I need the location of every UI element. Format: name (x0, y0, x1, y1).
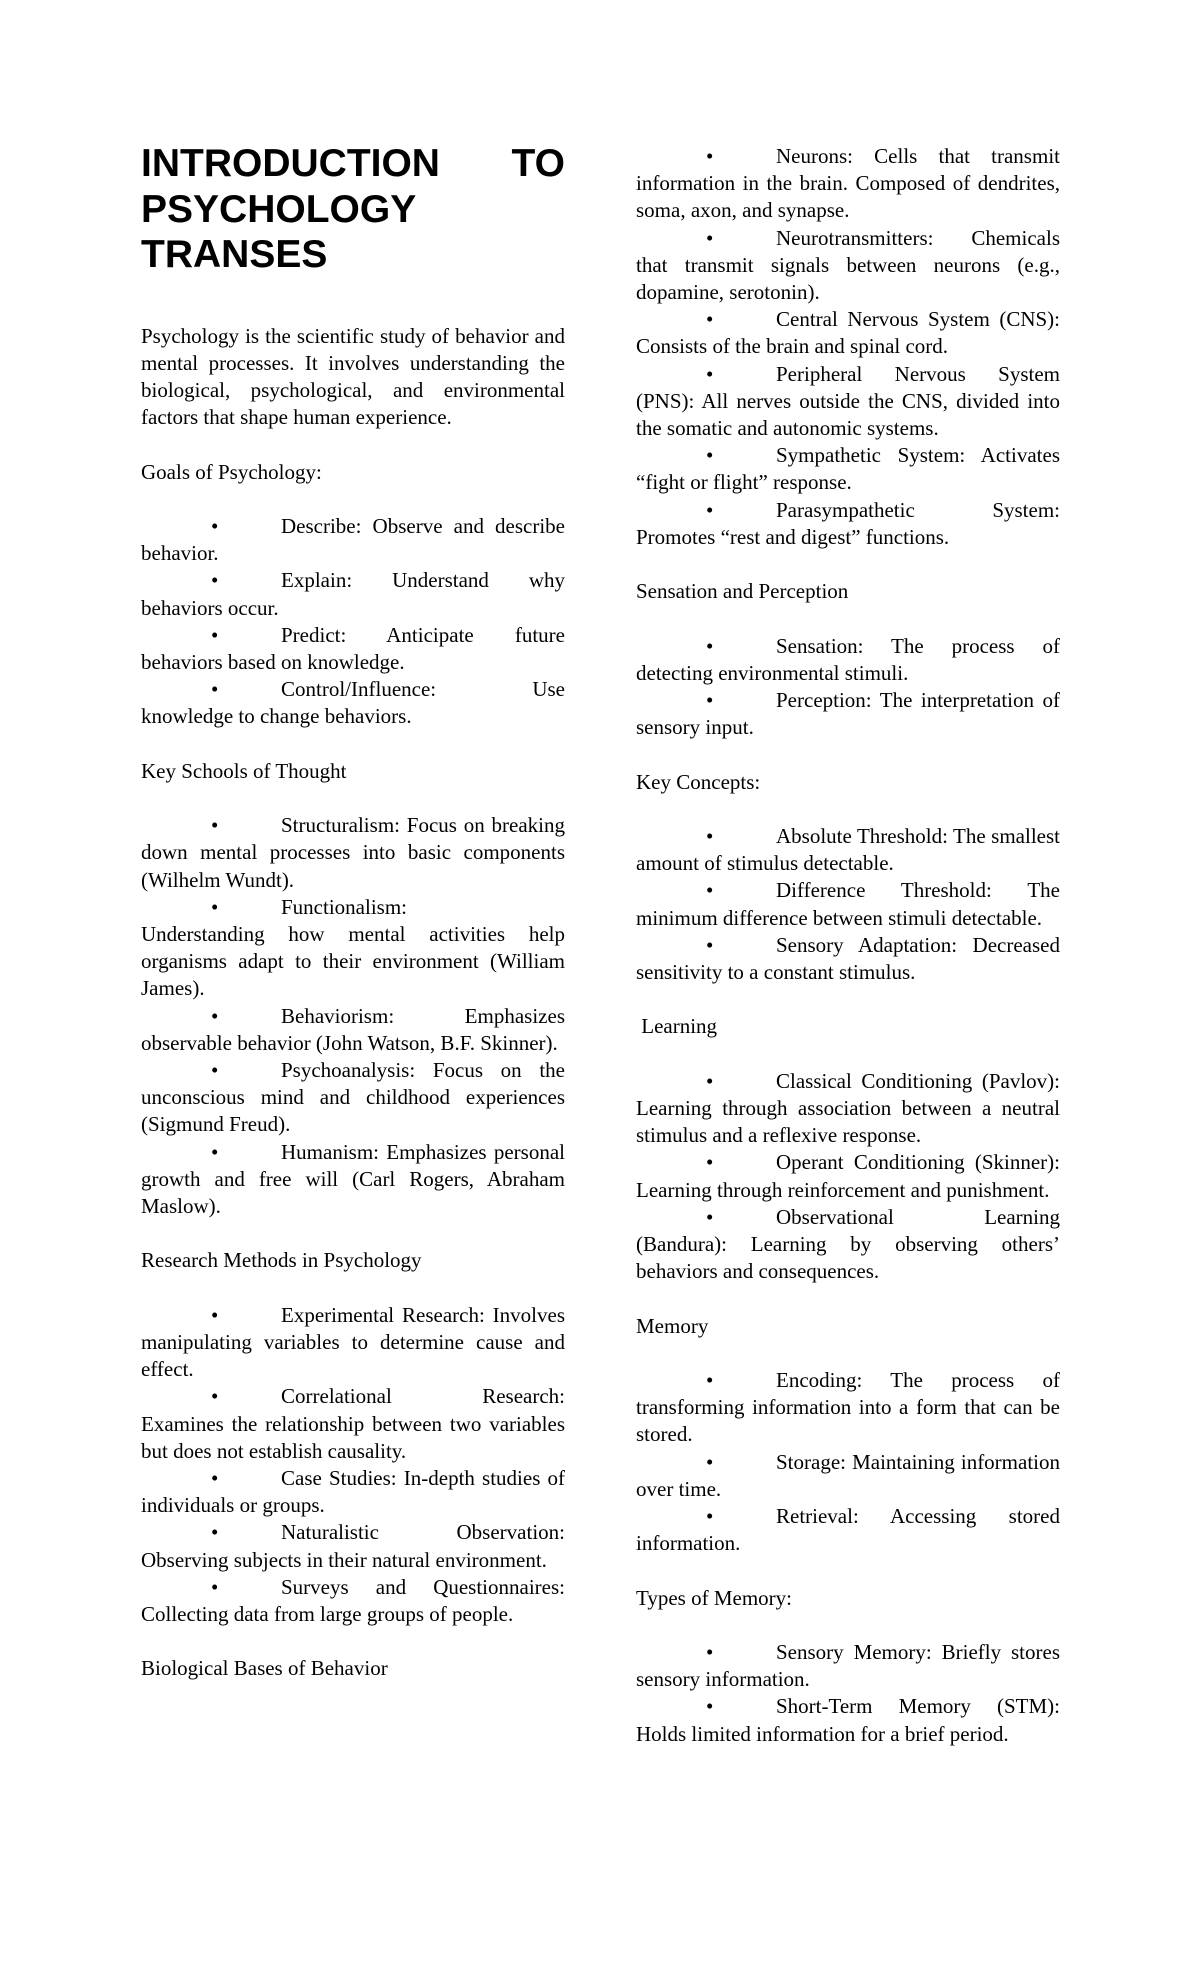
bullet-item (636, 1639, 1060, 1693)
bullet-text: Peripheral Nervous System (PNS): All nerves outside the CNS, divided into the somatic and autonomic systems. (636, 361, 1060, 441)
bullet-text: Surveys and Questionnaires: Collecting data from large groups of people. (141, 1574, 565, 1626)
bullet-item (141, 812, 565, 894)
bullet-item (141, 1519, 565, 1573)
bullet-item (636, 1693, 1060, 1747)
bullet-item (141, 567, 565, 621)
bullet-text: Sympathetic System: Activates “fight or flight” response. (636, 443, 1060, 495)
bullet-item (141, 1574, 565, 1628)
left-column (141, 141, 565, 1710)
bullet-icon: • (706, 878, 714, 903)
bullet-icon: • (706, 144, 714, 168)
bullet-icon: • (211, 1302, 219, 1327)
bullet-text: Encoding: The process of transforming information into a form that can be stored. (636, 1368, 1060, 1447)
bullet-text: Correlational Research: Examines the relationship between two variables but does not establish causality. (141, 1384, 565, 1463)
section-heading: Key Concepts: (636, 769, 761, 794)
document-title: INTRODUCTION TO PSYCHOLOGY TRANSES (141, 142, 565, 276)
right-column (636, 143, 1060, 1748)
bullet-icon: • (211, 1465, 219, 1490)
bullet-item (141, 1003, 565, 1057)
bullet-text: Classical Conditioning (Pavlov): Learning through association between a neutral stimulus and a reflexive response. (636, 1068, 1060, 1148)
bullet-icon: • (706, 824, 714, 849)
bullet-text: Neurons: Cells that transmit information in the brain. Composed of dendrites, soma, axon, and synapse. (636, 144, 1060, 223)
bullet-item (636, 225, 1060, 307)
bullet-item (141, 513, 565, 567)
bullet-icon: • (706, 443, 714, 468)
bullet-text: Central Nervous System (CNS): Consists of the brain and spinal cord. (636, 307, 1060, 359)
bullet-item (141, 676, 565, 730)
bullet-text: Observational Learning (Bandura): Learning by observing others’ behaviors and consequences. (636, 1204, 1060, 1284)
bullet-text: Parasympathetic System: Promotes “rest and digest” functions. (636, 497, 1060, 549)
section-heading: Goals of Psychology: (141, 459, 322, 484)
bullet-icon: • (706, 1150, 714, 1175)
bullet-text: Psychoanalysis: Focus on the unconscious mind and childhood experiences (Sigmund Freud). (141, 1057, 565, 1137)
bullet-icon: • (706, 1504, 714, 1529)
bullet-item (636, 1068, 1060, 1150)
bullet-text: Humanism: Emphasizes personal growth and free will (Carl Rogers, Abraham Maslow). (141, 1139, 565, 1218)
section-heading: Types of Memory: (636, 1585, 793, 1610)
bullet-icon: • (211, 1139, 219, 1164)
bullet-text: Sensory Memory: Briefly stores sensory information. (636, 1640, 1060, 1692)
bullet-text: Perception: The interpretation of sensory input. (636, 688, 1060, 740)
bullet-icon: • (211, 894, 219, 919)
bullet-icon: • (211, 1057, 219, 1082)
bullet-icon: • (706, 1368, 714, 1393)
bullet-item (636, 823, 1060, 877)
bullet-text: Predict: Anticipate future behaviors based on knowledge. (141, 622, 565, 674)
bullet-text: Storage: Maintaining information over time. (636, 1449, 1060, 1501)
bullet-item (636, 143, 1060, 225)
bullet-text: Retrieval: Accessing stored information. (636, 1504, 1060, 1556)
bullet-text: Short-Term Memory (STM): Holds limited information for a brief period. (636, 1694, 1060, 1746)
bullet-icon: • (211, 1003, 219, 1028)
bullet-text: Operant Conditioning (Skinner): Learning through reinforcement and punishment. (636, 1150, 1060, 1202)
bullet-icon: • (211, 677, 219, 702)
bullet-icon: • (211, 1574, 219, 1599)
bullet-icon: • (211, 568, 219, 593)
section-heading: Memory (636, 1313, 709, 1338)
bullet-text: Functionalism: Understanding how mental activities help organisms adapt to their environment (William James). (141, 894, 565, 1001)
bullet-text: Case Studies: In-depth studies of individuals or groups. (141, 1465, 565, 1518)
bullet-text: Control/Influence: Use knowledge to change behaviors. (141, 677, 565, 729)
bullet-item (636, 1449, 1060, 1503)
section-heading: Learning (636, 1014, 718, 1039)
bullet-icon: • (211, 1384, 219, 1409)
bullet-item (636, 932, 1060, 986)
bullet-text: Explain: Understand why behaviors occur. (141, 568, 565, 620)
bullet-item (636, 442, 1060, 496)
section-heading: Research Methods in Psychology (141, 1248, 422, 1273)
bullet-item (636, 1367, 1060, 1449)
bullet-icon: • (211, 813, 219, 838)
bullet-item (636, 877, 1060, 931)
bullet-item (141, 1302, 565, 1384)
bullet-text: Describe: Observe and describe behavior. (141, 513, 565, 566)
bullet-item (636, 497, 1060, 551)
bullet-text: Sensation: The process of detecting environmental stimuli. (636, 633, 1060, 685)
bullet-icon: • (706, 1449, 714, 1474)
bullet-item (636, 361, 1060, 443)
bullet-icon: • (706, 1694, 714, 1719)
bullet-text: Behaviorism: Emphasizes observable behavior (John Watson, B.F. Skinner). (141, 1003, 565, 1055)
bullet-text: Absolute Threshold: The smallest amount of stimulus detectable. (636, 824, 1060, 876)
section-heading: Sensation and Perception (636, 579, 849, 604)
section-heading: Biological Bases of Behavior (141, 1656, 388, 1681)
bullet-icon: • (211, 622, 219, 647)
bullet-item (141, 894, 565, 1003)
bullet-item (141, 1465, 565, 1519)
bullet-icon: • (706, 688, 714, 713)
bullet-text: Naturalistic Observation: Observing subjects in their natural environment. (141, 1520, 565, 1572)
bullet-text: Neurotransmitters: Chemicals that transmit signals between neurons (e.g., dopamine, serotonin). (636, 225, 1060, 305)
bullet-item (636, 687, 1060, 741)
bullet-item (141, 622, 565, 676)
bullet-item (141, 1383, 565, 1465)
bullet-item (636, 1503, 1060, 1557)
bullet-icon: • (706, 1640, 714, 1665)
bullet-item (636, 1149, 1060, 1203)
bullet-text: Sensory Adaptation: Decreased sensitivity to a constant stimulus. (636, 932, 1060, 985)
bullet-icon: • (706, 497, 714, 522)
bullet-icon: • (706, 932, 714, 957)
bullet-icon: • (706, 225, 714, 250)
bullet-icon: • (706, 1204, 714, 1229)
bullet-text: Structuralism: Focus on breaking down mental processes into basic components (Wilhelm Wundt). (141, 813, 565, 892)
bullet-icon: • (211, 1520, 219, 1545)
bullet-icon: • (706, 307, 714, 332)
bullet-item (636, 633, 1060, 687)
bullet-icon: • (706, 633, 714, 658)
section-heading: Key Schools of Thought (141, 758, 347, 783)
bullet-item (141, 1139, 565, 1221)
bullet-icon: • (706, 1068, 714, 1093)
bullet-item (141, 1057, 565, 1139)
bullet-text: Difference Threshold: The minimum difference between stimuli detectable. (636, 878, 1060, 930)
bullet-item (636, 1204, 1060, 1286)
bullet-icon: • (706, 361, 714, 386)
bullet-text: Experimental Research: Involves manipulating variables to determine cause and effect. (141, 1302, 565, 1382)
bullet-icon: • (211, 513, 219, 538)
intro-paragraph: Psychology is the scientific study of behavior and mental processes. It involves understanding the biological, psychological, and environmental factors that shape human experience. (141, 323, 565, 430)
bullet-item (636, 306, 1060, 360)
